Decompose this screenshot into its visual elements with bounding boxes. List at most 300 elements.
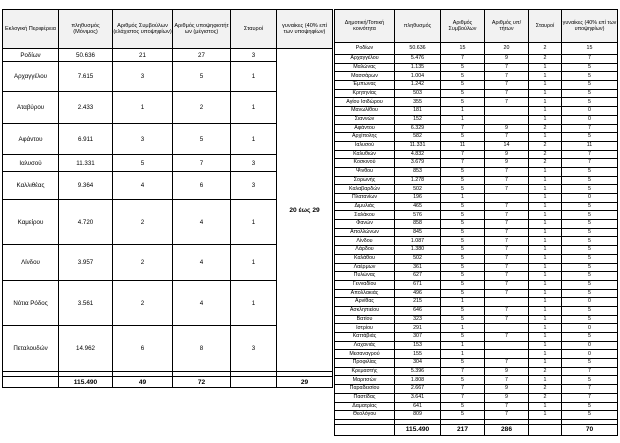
community-candidacies: 7 <box>485 63 529 72</box>
community-women: 5 <box>562 246 618 255</box>
district-candidacies: 5 <box>173 124 231 155</box>
community-candidacies: 7 <box>485 228 529 237</box>
community-votes: 1 <box>529 115 562 124</box>
community-name: Απολλώνων <box>335 228 395 237</box>
community-population: 196 <box>395 194 441 203</box>
district-votes: 3 <box>231 155 277 172</box>
community-votes: 1 <box>529 376 562 385</box>
community-candidacies: 7 <box>485 280 529 289</box>
community-candidacies: 7 <box>485 81 529 90</box>
community-population: 307 <box>395 333 441 342</box>
community-candidacies <box>485 115 529 124</box>
community-councillors: 5 <box>441 202 485 211</box>
community-population: 646 <box>395 306 441 315</box>
community-row <box>335 202 618 211</box>
district-votes: 3 <box>231 49 277 62</box>
community-row <box>335 306 618 315</box>
community-row <box>335 185 618 194</box>
community-councillors: 1 <box>441 341 485 350</box>
community-women: 5 <box>562 289 618 298</box>
community-councillors: 1 <box>441 324 485 333</box>
district-councillors: 2 <box>113 245 173 281</box>
community-population: 858 <box>395 220 441 229</box>
community-votes: 2 <box>529 55 562 64</box>
community-votes: 2 <box>529 124 562 133</box>
community-women: 0 <box>562 350 618 359</box>
community-population: 4.832 <box>395 150 441 159</box>
community-name: Καττάβιάς <box>335 333 395 342</box>
community-name: Σιαννών <box>335 115 395 124</box>
community-row <box>335 159 618 168</box>
community-population: 502 <box>395 185 441 194</box>
community-councillors: 5 <box>441 81 485 90</box>
community-name: Προφιλίας <box>335 359 395 368</box>
community-name: Λαέρμων <box>335 263 395 272</box>
community-name: Γενναδίου <box>335 280 395 289</box>
community-councillors: 7 <box>441 159 485 168</box>
community-name: Ροδίων <box>335 43 395 55</box>
community-row <box>335 55 618 64</box>
community-women: 7 <box>562 385 618 394</box>
community-women: 5 <box>562 263 618 272</box>
community-candidacies: 20 <box>485 43 529 55</box>
community-women: 5 <box>562 89 618 98</box>
district-name: Πεταλουδών <box>3 326 59 372</box>
community-candidacies <box>485 324 529 333</box>
district-population: 4.720 <box>59 200 113 245</box>
community-candidacies: 7 <box>485 176 529 185</box>
district-candidacies: 8 <box>173 326 231 372</box>
district-councillors: 2 <box>113 200 173 245</box>
community-candidacies: 7 <box>485 72 529 81</box>
district-population: 3.957 <box>59 245 113 281</box>
community-councillors: 1 <box>441 350 485 359</box>
left-total-row <box>3 377 333 388</box>
community-councillors: 5 <box>441 133 485 142</box>
community-councillors: 5 <box>441 237 485 246</box>
community-votes: 1 <box>529 341 562 350</box>
community-row <box>335 176 618 185</box>
community-population: 503 <box>395 89 441 98</box>
community-population: 809 <box>395 411 441 420</box>
community-row <box>335 220 618 229</box>
district-name: Ροδίων <box>3 49 59 62</box>
community-women: 7 <box>562 367 618 376</box>
community-candidacies: 14 <box>485 141 529 150</box>
left-header-cell: πληθυσμός (Μόνιμος) <box>59 10 113 49</box>
community-candidacies: 9 <box>485 150 529 159</box>
community-votes: 1 <box>529 98 562 107</box>
community-candidacies: 7 <box>485 402 529 411</box>
community-candidacies: 7 <box>485 185 529 194</box>
community-councillors: 15 <box>441 43 485 55</box>
community-councillors: 5 <box>441 185 485 194</box>
community-votes: 2 <box>529 367 562 376</box>
district-population: 3.561 <box>59 281 113 326</box>
community-councillors: 5 <box>441 72 485 81</box>
community-women: 5 <box>562 254 618 263</box>
community-population: 1.135 <box>395 63 441 72</box>
community-population: 1.380 <box>395 246 441 255</box>
community-row <box>335 385 618 394</box>
community-candidacies: 7 <box>485 306 529 315</box>
community-women: 15 <box>562 43 618 55</box>
total-candidacies: 286 <box>485 424 529 435</box>
community-name: Κρεμαστής <box>335 367 395 376</box>
community-votes: 2 <box>529 141 562 150</box>
community-women: 7 <box>562 159 618 168</box>
community-councillors: 5 <box>441 359 485 368</box>
communities-table <box>334 9 618 436</box>
community-councillors: 5 <box>441 211 485 220</box>
district-votes: 1 <box>231 200 277 245</box>
community-women: 5 <box>562 202 618 211</box>
community-candidacies: 7 <box>485 272 529 281</box>
district-name: Λίνδου <box>3 245 59 281</box>
district-candidacies: 27 <box>173 49 231 62</box>
community-row <box>335 211 618 220</box>
community-women: 5 <box>562 133 618 142</box>
community-candidacies: 7 <box>485 411 529 420</box>
community-candidacies: 9 <box>485 55 529 64</box>
community-votes: 1 <box>529 237 562 246</box>
community-women: 5 <box>562 228 618 237</box>
community-name: Παστίδας <box>335 393 395 402</box>
total-women: 70 <box>562 424 618 435</box>
community-candidacies: 7 <box>485 263 529 272</box>
community-councillors: 5 <box>441 306 485 315</box>
community-row <box>335 43 618 55</box>
community-population: 6.329 <box>395 124 441 133</box>
district-population: 50.636 <box>59 49 113 62</box>
community-votes: 2 <box>529 43 562 55</box>
community-row <box>335 324 618 333</box>
community-population: 627 <box>395 272 441 281</box>
community-name: Μανωλίθου <box>335 107 395 116</box>
community-women: 5 <box>562 333 618 342</box>
community-councillors: 5 <box>441 411 485 420</box>
community-votes: 1 <box>529 315 562 324</box>
community-name: Διμυλιάς <box>335 202 395 211</box>
community-name: Ασκληπιείου <box>335 306 395 315</box>
community-name: Θεολόγου <box>335 411 395 420</box>
community-councillors: 5 <box>441 246 485 255</box>
community-population: 323 <box>395 315 441 324</box>
community-councillors: 1 <box>441 298 485 307</box>
community-population: 291 <box>395 324 441 333</box>
community-votes: 1 <box>529 107 562 116</box>
community-population: 641 <box>395 402 441 411</box>
community-name: Ιστρίου <box>335 324 395 333</box>
district-councillors: 3 <box>113 124 173 155</box>
community-councillors: 11 <box>441 141 485 150</box>
community-row <box>335 333 618 342</box>
total-councillors: 217 <box>441 424 485 435</box>
community-row <box>335 237 618 246</box>
community-candidacies: 9 <box>485 385 529 394</box>
community-women: 5 <box>562 81 618 90</box>
community-name: Φανών <box>335 220 395 229</box>
community-name: Καλαβαρδών <box>335 185 395 194</box>
community-name: Μαλώνας <box>335 63 395 72</box>
right-header-row <box>335 10 618 43</box>
district-population: 7.615 <box>59 62 113 92</box>
district-name: Αφάντου <box>3 124 59 155</box>
district-councillors: 2 <box>113 281 173 326</box>
community-votes: 1 <box>529 89 562 98</box>
community-councillors: 5 <box>441 176 485 185</box>
district-population: 6.911 <box>59 124 113 155</box>
community-councillors: 5 <box>441 63 485 72</box>
right-header-cell: πληθυσμός <box>395 10 441 43</box>
electoral-districts-table <box>2 9 333 388</box>
community-votes: 1 <box>529 211 562 220</box>
community-councillors: 5 <box>441 89 485 98</box>
community-votes: 1 <box>529 359 562 368</box>
community-votes: 1 <box>529 263 562 272</box>
community-women: 5 <box>562 220 618 229</box>
district-candidacies: 5 <box>173 62 231 92</box>
community-row <box>335 150 618 159</box>
community-women: 5 <box>562 98 618 107</box>
community-votes: 1 <box>529 333 562 342</box>
community-row <box>335 298 618 307</box>
community-councillors: 5 <box>441 333 485 342</box>
community-women: 7 <box>562 150 618 159</box>
community-women: 7 <box>562 393 618 402</box>
community-votes: 1 <box>529 167 562 176</box>
community-women: 0 <box>562 324 618 333</box>
community-population: 153 <box>395 341 441 350</box>
community-councillors: 5 <box>441 376 485 385</box>
community-population: 502 <box>395 254 441 263</box>
community-population: 1.087 <box>395 237 441 246</box>
district-candidacies: 4 <box>173 281 231 326</box>
community-women: 7 <box>562 124 618 133</box>
community-councillors: 5 <box>441 280 485 289</box>
community-population: 1.808 <box>395 376 441 385</box>
community-name: Ιαλυσού <box>335 141 395 150</box>
community-councillors: 7 <box>441 393 485 402</box>
community-votes: 1 <box>529 350 562 359</box>
community-women: 5 <box>562 185 618 194</box>
community-women: 5 <box>562 280 618 289</box>
total-councillors: 49 <box>113 377 173 388</box>
community-votes: 1 <box>529 185 562 194</box>
community-women: 5 <box>562 272 618 281</box>
left-header-cell: Εκλογική Περιφέρεια <box>3 10 59 49</box>
community-name: Παραδεισίου <box>335 385 395 394</box>
community-candidacies <box>485 298 529 307</box>
community-candidacies <box>485 350 529 359</box>
left-header-cell: Αριθμός Συμβούλων (ελάχιστος υποψηφίων) <box>113 10 173 49</box>
community-row <box>335 81 618 90</box>
community-name: Κρητηνίας <box>335 89 395 98</box>
community-population: 155 <box>395 350 441 359</box>
community-population: 11.331 <box>395 141 441 150</box>
district-name: Αταβύρου <box>3 92 59 124</box>
community-row <box>335 376 618 385</box>
community-votes: 1 <box>529 220 562 229</box>
district-candidacies: 7 <box>173 155 231 172</box>
district-population: 9.364 <box>59 172 113 200</box>
district-candidacies: 6 <box>173 172 231 200</box>
district-councillors: 1 <box>113 92 173 124</box>
community-population: 304 <box>395 359 441 368</box>
district-population: 11.331 <box>59 155 113 172</box>
community-row <box>335 246 618 255</box>
community-row <box>335 167 618 176</box>
community-name: Έμπωνας <box>335 81 395 90</box>
district-population: 14.962 <box>59 326 113 372</box>
community-votes: 2 <box>529 385 562 394</box>
community-candidacies: 7 <box>485 89 529 98</box>
community-women: 11 <box>562 141 618 150</box>
community-councillors: 5 <box>441 315 485 324</box>
community-population: 1.004 <box>395 72 441 81</box>
community-row <box>335 280 618 289</box>
community-women: 5 <box>562 306 618 315</box>
community-name: Αρνίθας <box>335 298 395 307</box>
community-name: Λάρδου <box>335 246 395 255</box>
community-population: 361 <box>395 263 441 272</box>
community-name: Δαματρίας <box>335 402 395 411</box>
district-name: Αρχαγγέλου <box>3 62 59 92</box>
community-votes: 1 <box>529 228 562 237</box>
community-women: 7 <box>562 55 618 64</box>
community-row <box>335 393 618 402</box>
community-votes: 1 <box>529 280 562 289</box>
community-name: Μαριτσών <box>335 376 395 385</box>
community-population: 853 <box>395 167 441 176</box>
community-row <box>335 263 618 272</box>
total-label-cell <box>3 377 59 388</box>
community-row <box>335 107 618 116</box>
community-candidacies: 7 <box>485 289 529 298</box>
community-votes: 1 <box>529 246 562 255</box>
community-row <box>335 402 618 411</box>
district-councillors: 21 <box>113 49 173 62</box>
community-votes: 1 <box>529 306 562 315</box>
community-votes: 1 <box>529 72 562 81</box>
community-name: Σαλάκου <box>335 211 395 220</box>
total-votes-cell <box>231 377 277 388</box>
community-name: Καλάθου <box>335 254 395 263</box>
community-candidacies <box>485 341 529 350</box>
community-women: 0 <box>562 107 618 116</box>
left-row <box>3 49 333 62</box>
community-population: 845 <box>395 228 441 237</box>
community-candidacies: 7 <box>485 254 529 263</box>
total-population: 115.490 <box>59 377 113 388</box>
community-councillors: 5 <box>441 228 485 237</box>
district-candidacies: 2 <box>173 92 231 124</box>
community-councillors: 5 <box>441 220 485 229</box>
community-women: 5 <box>562 211 618 220</box>
community-councillors: 1 <box>441 194 485 203</box>
women-quota-range: 20 έως 29 <box>277 49 333 372</box>
district-councillors: 3 <box>113 62 173 92</box>
community-row <box>335 341 618 350</box>
community-row <box>335 350 618 359</box>
community-votes: 1 <box>529 298 562 307</box>
community-population: 576 <box>395 211 441 220</box>
community-votes: 1 <box>529 176 562 185</box>
community-name: Αγίου Ισιδώρου <box>335 98 395 107</box>
community-votes: 1 <box>529 324 562 333</box>
community-women: 5 <box>562 72 618 81</box>
community-row <box>335 141 618 150</box>
district-councillors: 4 <box>113 172 173 200</box>
left-header-cell: γυναίκες (40% επί των υποψηφίων) <box>277 10 333 49</box>
district-name: Καλλιθέας <box>3 172 59 200</box>
district-name: Νότια Ρόδος <box>3 281 59 326</box>
community-candidacies: 7 <box>485 220 529 229</box>
community-name: Κοσκινού <box>335 159 395 168</box>
community-name: Πυλώνας <box>335 272 395 281</box>
community-councillors: 5 <box>441 272 485 281</box>
community-votes: 2 <box>529 150 562 159</box>
community-candidacies <box>485 107 529 116</box>
total-population: 115.490 <box>395 424 441 435</box>
community-candidacies: 7 <box>485 167 529 176</box>
community-votes: 1 <box>529 289 562 298</box>
community-councillors: 5 <box>441 98 485 107</box>
community-population: 496 <box>395 289 441 298</box>
community-councillors: 7 <box>441 150 485 159</box>
community-women: 5 <box>562 411 618 420</box>
community-candidacies: 7 <box>485 133 529 142</box>
community-population: 5.476 <box>395 55 441 64</box>
left-header-cell: Σταυροί <box>231 10 277 49</box>
left-header-row <box>3 10 333 49</box>
community-row <box>335 89 618 98</box>
community-row <box>335 63 618 72</box>
community-population: 1.242 <box>395 81 441 90</box>
community-name: Ψινθου <box>335 167 395 176</box>
district-candidacies: 4 <box>173 200 231 245</box>
community-population: 2.667 <box>395 385 441 394</box>
community-name: Μεσαναγρού <box>335 350 395 359</box>
right-header-cell: Σταυροί <box>529 10 562 43</box>
community-name: Αρχαγγέλου <box>335 55 395 64</box>
community-women: 0 <box>562 341 618 350</box>
community-name: Απολλακιάς <box>335 289 395 298</box>
community-row <box>335 194 618 203</box>
community-votes: 2 <box>529 159 562 168</box>
district-councillors: 5 <box>113 155 173 172</box>
community-votes: 1 <box>529 272 562 281</box>
community-candidacies: 9 <box>485 393 529 402</box>
total-votes-cell <box>529 424 562 435</box>
district-votes: 1 <box>231 92 277 124</box>
community-candidacies: 7 <box>485 202 529 211</box>
community-population: 355 <box>395 98 441 107</box>
community-women: 5 <box>562 315 618 324</box>
community-women: 5 <box>562 359 618 368</box>
community-councillors: 5 <box>441 402 485 411</box>
left-header-cell: Αριθμός υποψηφιοτήτ ων (μέγιστος) <box>173 10 231 49</box>
district-votes: 3 <box>231 172 277 200</box>
community-row <box>335 254 618 263</box>
community-candidacies: 7 <box>485 237 529 246</box>
community-candidacies: 7 <box>485 98 529 107</box>
community-women: 5 <box>562 63 618 72</box>
district-votes: 1 <box>231 124 277 155</box>
community-candidacies: 7 <box>485 246 529 255</box>
community-women: 0 <box>562 115 618 124</box>
community-name: Πλατανίων <box>335 194 395 203</box>
